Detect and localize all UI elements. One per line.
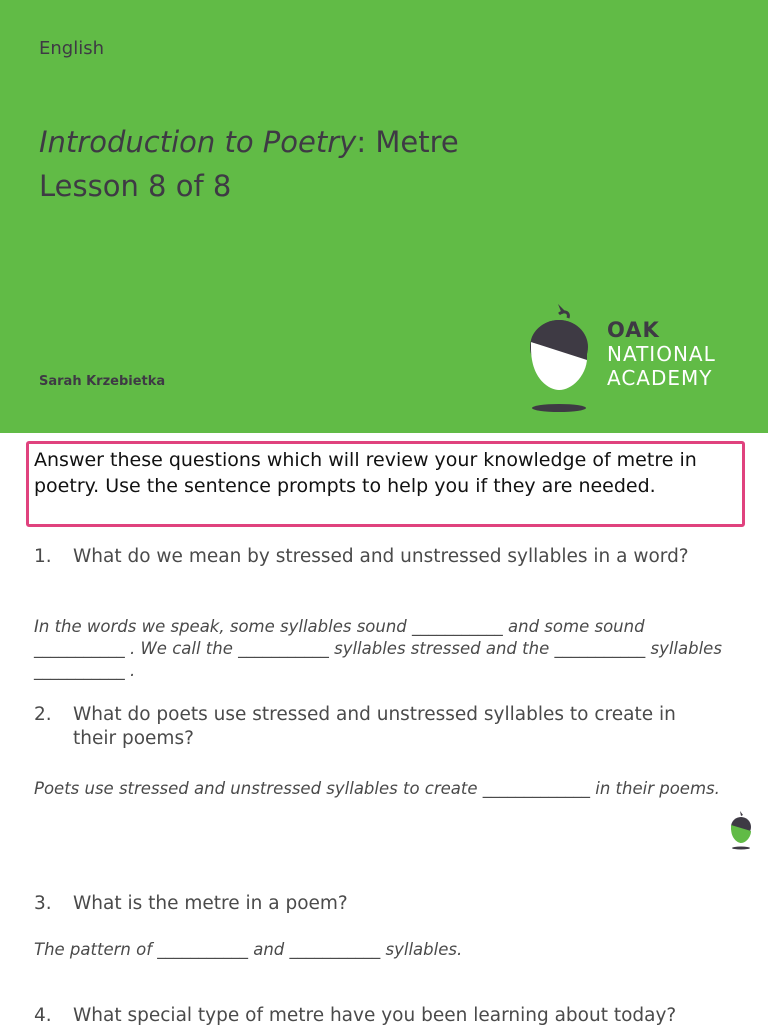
- logo-line-national: NATIONAL: [607, 342, 716, 366]
- question-number: 2.: [34, 704, 52, 725]
- question-text: What special type of metre have you been learning about today?: [73, 1005, 677, 1026]
- acorn-logo-icon: [528, 302, 590, 414]
- question-text: What do poets use stressed and unstressed syllables to create in their poems?: [73, 704, 676, 749]
- sentence-prompt-2: Poets use stressed and unstressed syllables to create _____________ in their poems.: [34, 779, 720, 798]
- question-number: 4.: [34, 1005, 52, 1026]
- logo-line-academy: ACADEMY: [607, 366, 713, 390]
- question-number: 3.: [34, 893, 52, 914]
- logo-line-oak: OAK: [607, 318, 660, 342]
- title-italic: Introduction to Poetry: [39, 125, 357, 159]
- question-4: [34, 1004, 724, 1028]
- question-3: [34, 892, 724, 916]
- sentence-prompt-1: In the words we speak, some syllables sound ___________ and some sound ___________ . We call the ___________ syllables stressed and the ___________ syllables ___________ .: [34, 617, 722, 680]
- subject-label: English: [39, 38, 104, 59]
- instructions-box: Answer these questions which will review your knowledge of metre in poetry. Use the sentence prompts to help you if they are needed.: [26, 441, 745, 527]
- lesson-number: Lesson 8 of 8: [39, 169, 232, 203]
- author-name: Sarah Krzebietka: [39, 374, 166, 389]
- lesson-header: [0, 0, 768, 433]
- sentence-prompt-3: The pattern of ___________ and ___________ syllables.: [34, 940, 463, 959]
- question-number: 1.: [34, 546, 52, 567]
- question-text: What is the metre in a poem?: [73, 893, 348, 914]
- title-rest: : Metre: [356, 125, 459, 159]
- oak-logo-text: [607, 318, 716, 390]
- question-2: [34, 703, 724, 751]
- acorn-small-icon: [729, 810, 753, 850]
- question-1: [34, 545, 724, 569]
- question-text: What do we mean by stressed and unstressed syllables in a word?: [73, 546, 689, 567]
- lesson-title: [39, 120, 459, 208]
